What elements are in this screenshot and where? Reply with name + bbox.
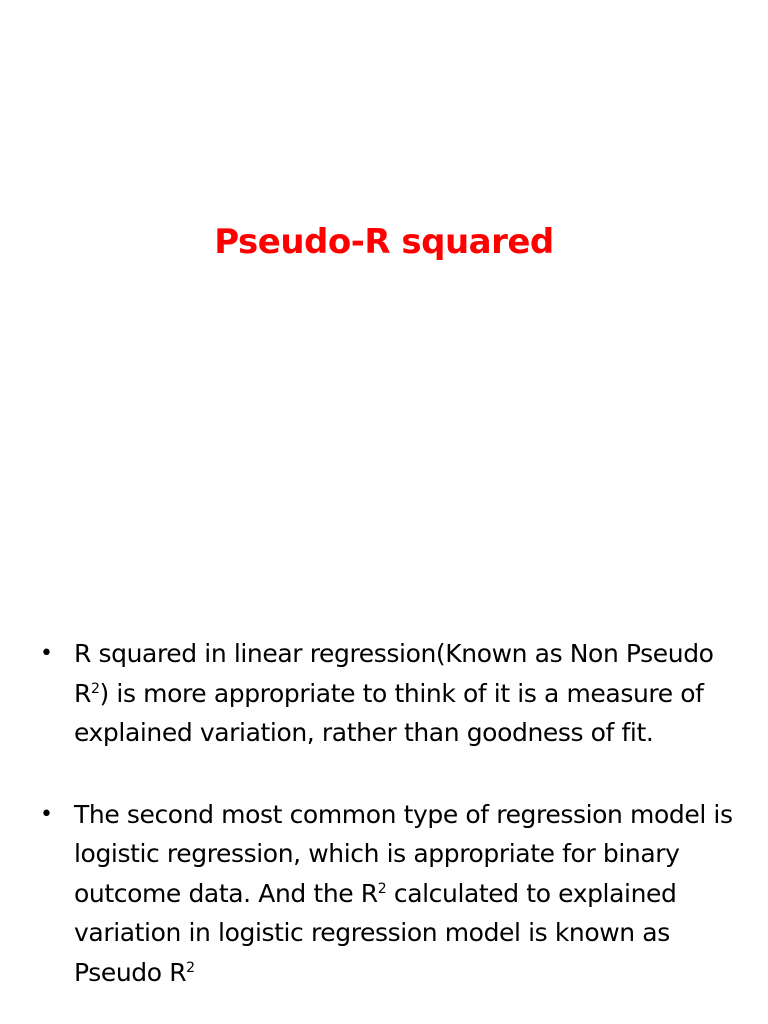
superscript: 2 — [90, 680, 100, 697]
superscript: 2 — [377, 880, 387, 897]
bullet-item — [40, 795, 740, 993]
bullet-list — [40, 634, 740, 1024]
bullet-text: calculated to explained variation in logistic regression model is known as Pseudo R — [74, 878, 677, 987]
bullet-text: R squared in linear regression(Known as Non Pseudo R — [74, 639, 714, 708]
bullet-dot-icon: • — [40, 801, 53, 827]
superscript: 2 — [186, 959, 195, 976]
bullet-text: The second most common type of regression model is logistic regression, which is appropriate for binary outcome data. And the R — [74, 799, 733, 908]
bullet-item — [40, 634, 740, 753]
bullet-text: ) is more appropriate to think of it is a measure of explained variation, rather than goodness of fit. — [74, 678, 704, 747]
slide-title: Pseudo-R squared — [214, 222, 554, 262]
bullet-dot-icon: • — [40, 641, 53, 666]
